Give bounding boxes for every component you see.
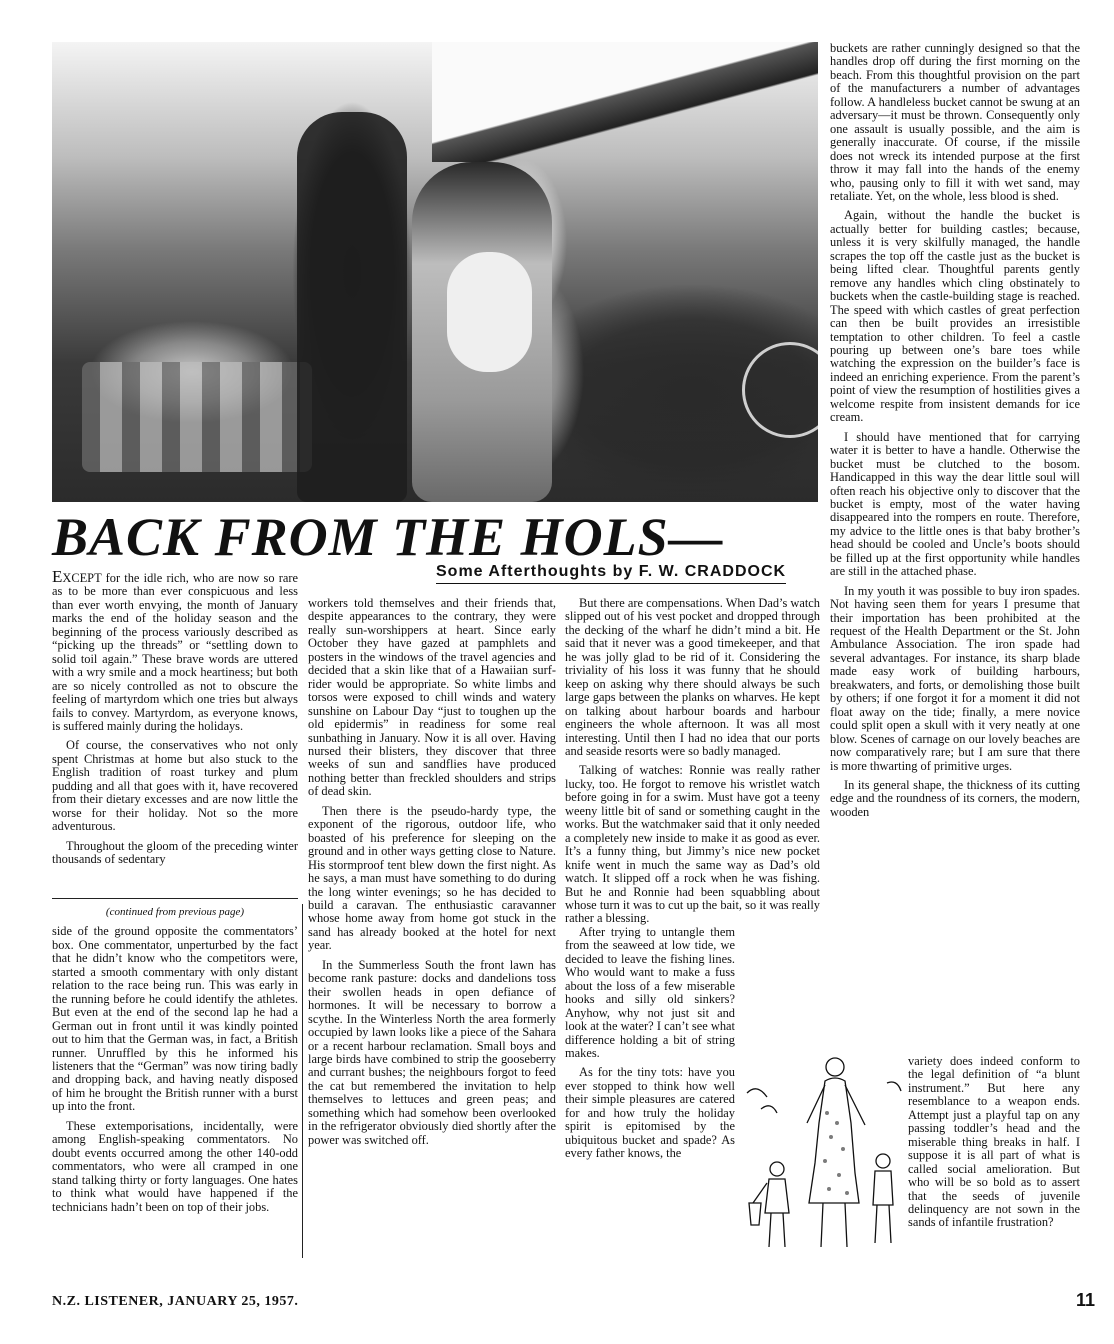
col3-narrow-block xyxy=(565,926,735,1161)
article-title: BACK FROM THE HOLS— xyxy=(52,507,724,567)
col4-paragraph-3: I should have mentioned that for carrying water it is better to have a handle. Otherwise the bucket must be clutched to the bosom. Handicapped in this way the dear little soul will often reach his objective only to discover that the bucket is empty, most of the water having disappeared into the rompers en route. Therefore, my advice to the little ones is that baby brother’s head should be cooled and Uncle’s boots should be filled up at the first opportunity while handles are still in the attached phase. xyxy=(830,429,1080,579)
photo-wheel xyxy=(742,342,818,438)
column-4 xyxy=(830,42,1080,819)
col2-paragraph-1: workers told themselves and their friends that, despite appearances to the contrary, they were really sun-worshippers at heart. Since early October they have gazed at pamphlets and posters in the windows of the travel agencies and decided that a skin like that of a Hawaiian surf-rider would be appropriate. So white limbs and torsos were exposed to chill winds and watery sunshine on Labour Day “just to toughen up the old epidermis” in readiness for some real sunbathing in January. Now it is all over. Having nursed their blisters, they discover that three weeks of sun and sandflies have produced nothing better than freckled shoulders and strips of dead skin. xyxy=(308,596,556,799)
col2-paragraph-2: Then there is the pseudo-hardy type, the exponent of the rigorous, outdoor life, who boasted of his preference for sleeping on the ground and in other ways getting close to Nature. His stormproof tent blew down the first night. As he says, a man must have something to do during the long winter evenings; so he has decided to build a caravan. The enthusiastic caravanner whose home away from home got stuck in the sand has already booked at the hotel for next year. xyxy=(308,803,556,953)
col4-paragraph-1: buckets are rather cunningly designed so that the handles drop off during the first morning on the beach. From this thoughtful provision on the part of the manufacturers a number of advantages follow. A handleless bucket cannot be swung at an adversary—it must be thrown. Consequently only one assault is usually possible, and the aim is generally inaccurate. Of course, if the missile does not wreck its intended purpose at the first throw it may fall into the hands of the enemy who, pausing only to fill it with wet sand, may retaliate. Yet, on the whole, less blood is shed. xyxy=(830,41,1080,203)
column-2 xyxy=(308,597,556,1147)
sidebar-side-rule xyxy=(302,904,303,1258)
page-number: 11 xyxy=(1076,1290,1096,1310)
col4-paragraph-2: Again, without the handle the bucket is actually better for building castles; because, unless it is very skilfully managed, the handle scrapes the top off the castle just as the bucket is being lifted clear. Thoughtful parents gently remove any handles which cling obstinately to buckets when the castle-building stage is reached. The speed with which castles of great perfection can then be built provides an irresistible temptation to other children. To feel a castle pouring up between one’s bare toes while watching the expression on the builder’s face is indeed an enriching experience. From the parent’s point of view the resumption of hostilities gives a welcome respite from insistent demands for ice cream. xyxy=(830,208,1080,425)
col3-paragraph-1: But there are compensations. When Dad’s watch slipped out of his vest pocket and dropped through the decking of the wharf he didn’t mind a bit. He said that it never was a good timekeeper, and that he was jolly glad to be rid of it. Considering the triviality of his loss it was funny that he should keep on asking why there should always be such large gaps between the planks on wharves. He kept on talking about harbour boards and harbour engineers the whole afternoon. It was all most interesting. Until then I had no idea that our ports and seaside resorts were so badly managed. xyxy=(565,596,820,758)
sidebar-paragraph-2: These extemporisations, incidentally, were among English-speaking commentators. No doubt events occurred among the other 140-odd commentators, who were all cramped in one stand talking thirty or forty languages. One hates to think what would have happened if the technicians hadn’t been on top of their jobs. xyxy=(52,1118,298,1214)
col2-paragraph-3: In the Summerless South the front lawn has become rank pasture: docks and dandelions toss their swollen heads in open defiance of hormones. It will be necessary to borrow a scythe. In the Winterless North the area formerly occupied by lawn looks like a piece of the Sahara or a recent harbour reclamation. Small boys and large birds have combined to strip the gooseberry and currant bushes; the neighbours forgot to feed the cat but remembered the invitation to help themselves to lettuces and green peas; and something which had somehow been overlooked in the refrigerator obviously died shortly after the power was switched off. xyxy=(308,957,556,1147)
photo-cart xyxy=(82,362,312,472)
photo-awning xyxy=(432,42,818,162)
col3-paragraph-3: After trying to untangle them from the seaweed at low tide, we decided to leave the fishing lines. Who would want to make a fuss about the loss of a few miserable hooks and silly old sinkers? Anyhow, why not just sit and look at the water? I can’t see what difference holding a bit of string makes. xyxy=(565,924,735,1060)
col3-paragraph-4: As for the tiny tots: have you ever stopped to think how well their simple pleasures are catered for and how truly the holiday spirit is epitomised by the ubiquitous bucket and spade? As every father knows, the xyxy=(565,1065,735,1161)
col4-paragraph-4: In my youth it was possible to buy iron spades. Not having seen them for years I presume that their importation has been prohibited at the request of the Health Department or the St. John Ambulance Association. The iron spade had several advantages. For instance, its sharp blade made easy work of building harbours, breakwaters, and forts, or demolishing those built by others; if one forgot it for a moment it did not float away on the tide; finally, a mere novice could split open a skull with it very neatly at one blow. Scenes of carnage on our lovely beaches are now comparatively rare; but I am sure that there is more thwarting of primitive urges. xyxy=(830,583,1080,773)
photo-baby xyxy=(447,252,532,372)
column-1 xyxy=(52,567,298,867)
col1-paragraph-3: Throughout the gloom of the preceding winter thousands of sedentary xyxy=(52,838,298,867)
sidebar-paragraph-1: side of the ground opposite the commentators’ box. One commentator, unperturbed by the fact that he didn’t know who the competitors were, started a smooth commentary with only distant relation to the race being run. This was early in the running before he could identify the athletes. But even at the end of the second lap he had a German out in front until it was kindly pointed out to him that the German was, in fact, a British runner. Unruffled by this he informed his listeners that the “German” was now tiring badly and dropping back, and having neatly disposed of him he brought the British runner with a burst up into the front. xyxy=(52,924,298,1114)
article-byline xyxy=(436,563,786,581)
col4-paragraph-5: In its general shape, the thickness of its cutting edge and the roundness of its corners, the modern, wooden xyxy=(830,778,1080,819)
family-beach-illustration xyxy=(737,1053,907,1251)
byline-text: Some Afterthoughts by F. W. CRADDOCK xyxy=(436,563,787,580)
continued-note: (continued from previous page) xyxy=(105,906,245,918)
photo-man-figure xyxy=(297,112,407,502)
col1-paragraph-1: EXCEPT for the idle rich, who are now so rare as to be more than ever conspicuous and less than ever worth envying, the month of January marks the end of the holiday season and the beginning of the process variously described as “picking up the threads” or “settling down to solid toil again.” These brave words are uttered with a wry smile and a mock heartiness; but both are so nicely controlled as not to obscure the feeling of martyrdom which one tries but always fails to convey. Martyrdom, as everyone knows, is suffered mainly during the holidays. xyxy=(52,567,298,733)
col3-paragraph-2: Talking of watches: Ronnie was really rather lucky, too. He forgot to remove his wristlet watch before going in for a swim. Must have got a teeny weeny little bit of sand or something caught in the works. But the watchmaker said that it only needed a completely new inside to make it as good as ever. It’s a funny thing, but Jimmy’s nice new pocket knife went in much the same way as Dad’s old watch. It slipped off a rock when he was fishing. But he and Ronnie had been squabbling about whose turn it was to cut up the bait, so it was really rather a blessing. xyxy=(565,763,820,926)
sidebar-top-rule xyxy=(52,898,298,899)
drop-cap: E xyxy=(52,567,63,586)
col4-paragraph-5-continued: variety does indeed conform to the legal definition of “a blunt instrument.” But here any resemblance to a weapon ends. Attempt just a playful tap on any passing toddler’s head and the miserable thing breaks in half. I suppose it is all part of what is called social amelioration. But who will be so bold as to assert that the seeds of juvenile delinquency are not sown in the sands of infantile frustration? xyxy=(908,1054,1080,1230)
column-4-continued xyxy=(908,1055,1080,1230)
sidebar-continued xyxy=(52,906,298,1214)
market-photo xyxy=(52,42,818,502)
publication-footer: N.Z. LISTENER, JANUARY 25, 1957. xyxy=(52,1294,299,1309)
byline-underline xyxy=(436,583,786,584)
col1-paragraph-2: Of course, the conservatives who not only spent Christmas at home but also stuck to the English tradition of roast turkey and plum pudding and all that goes with it, have recovered from their dietary excesses and are now little the worse for their holiday. Not so the more adventurous. xyxy=(52,738,298,834)
